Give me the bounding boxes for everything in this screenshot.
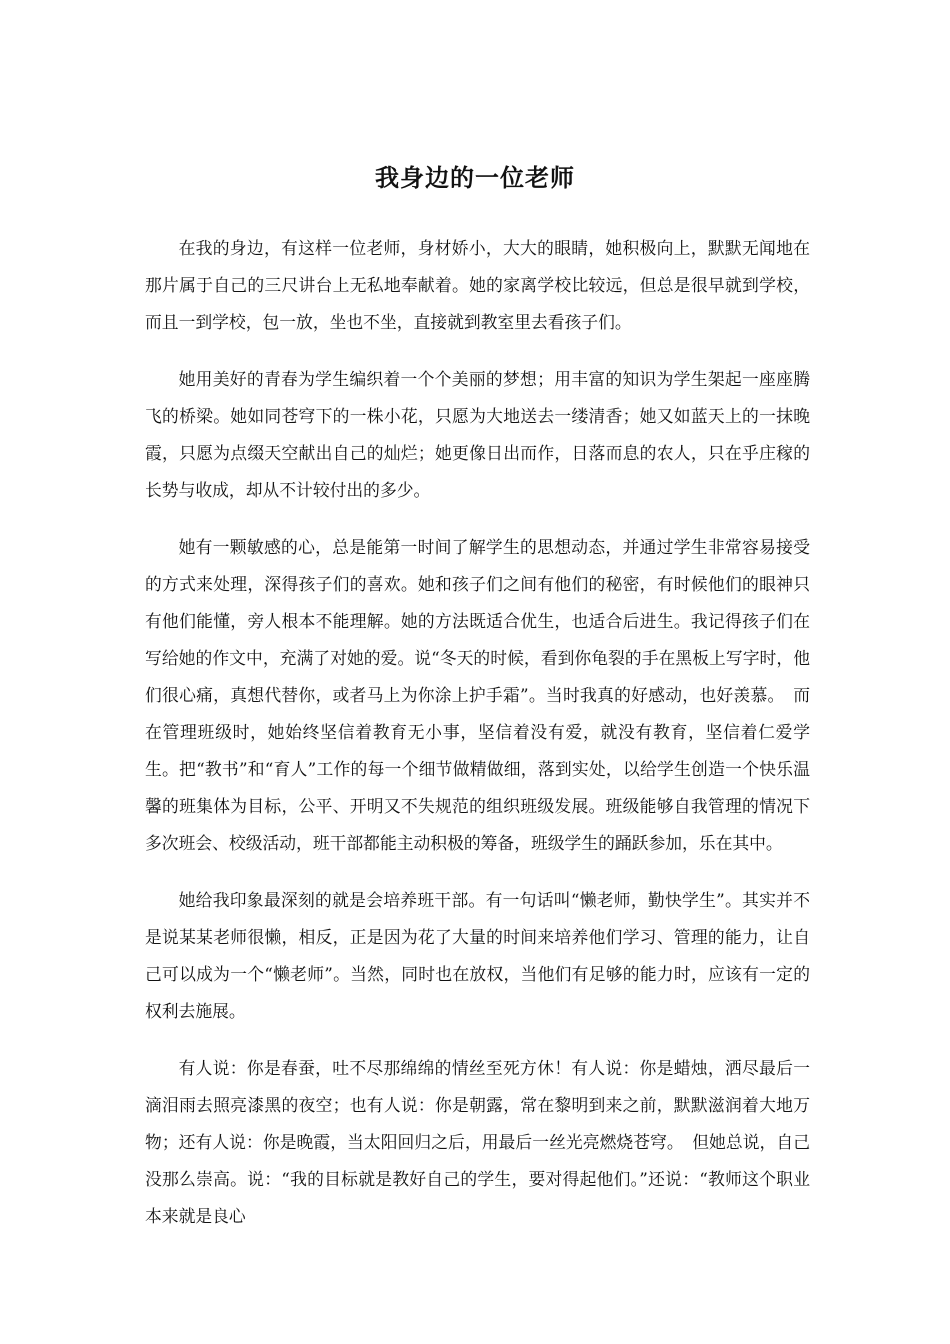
paragraph-5: 有人说：你是春蚕，吐不尽那绵绵的情丝至死方休！有人说：你是蜡烛，洒尽最后一滴泪雨去照亮漆黑的夜空；也有人说：你是朝露，常在黎明到来之前，默默滋润着大地万物；还有人说：你是晚霞，当太阳回归之后，用最后一丝光亮燃烧苍穹。 但她总说，自己没那么崇高。说：“我的目标就是教好自己的学生，要对得起他们。”还说：“教师这个职业本来就是良心 bbox=[145, 1058, 810, 1226]
paragraph-2: 她用美好的青春为学生编织着一个个美丽的梦想；用丰富的知识为学生架起一座座腾飞的桥梁。她如同苍穹下的一株小花，只愿为大地送去一缕清香；她又如蓝天上的一抹晚霞，只愿为点缀天空献出自己的灿烂；她更像日出而作，日落而息的农人，只在乎庄稼的长势与收成，却从不计较付出的多少。 bbox=[145, 369, 810, 500]
document-body bbox=[145, 230, 810, 1255]
paragraph-3: 她有一颗敏感的心，总是能第一时间了解学生的思想动态，并通过学生非常容易接受的方式来处理，深得孩子们的喜欢。她和孩子们之间有他们的秘密，有时候他们的眼神只有他们能懂，旁人根本不能理解。她的方法既适合优生，也适合后进生。我记得孩子们在写给她的作文中，充满了对她的爱。说“冬天的时候，看到你龟裂的手在黑板上写字时，他们很心痛，真想代替你，或者马上为你涂上护手霜”。当时我真的好感动，也好羡慕。 而在管理班级时，她始终坚信着教育无小事，坚信着没有爱，就没有教育，坚信着仁爱学生。把“教书”和“育人”工作的每一个细节做精做细，落到实处，以给学生创造一个快乐温馨的班集体为目标，公平、开明又不失规范的组织班级发展。班级能够自我管理的情况下多次班会、校级活动，班干部都能主动积极的筹备，班级学生的踊跃参加，乐在其中。 bbox=[145, 537, 810, 853]
paragraph-4: 她给我印象最深刻的就是会培养班干部。有一句话叫“懒老师，勤快学生”。其实并不是说某某老师很懒，相反，正是因为花了大量的时间来培养他们学习、管理的能力，让自己可以成为一个“懒老师”。当然，同时也在放权，当他们有足够的能力时，应该有一定的权利去施展。 bbox=[145, 890, 810, 1021]
paragraph-1: 在我的身边，有这样一位老师，身材娇小，大大的眼睛，她积极向上，默默无闻地在那片属于自己的三尺讲台上无私地奉献着。她的家离学校比较远，但总是很早就到学校，而且一到学校，包一放，坐也不坐，直接就到教室里去看孩子们。 bbox=[145, 238, 810, 332]
document-title: 我身边的一位老师 bbox=[375, 163, 575, 192]
